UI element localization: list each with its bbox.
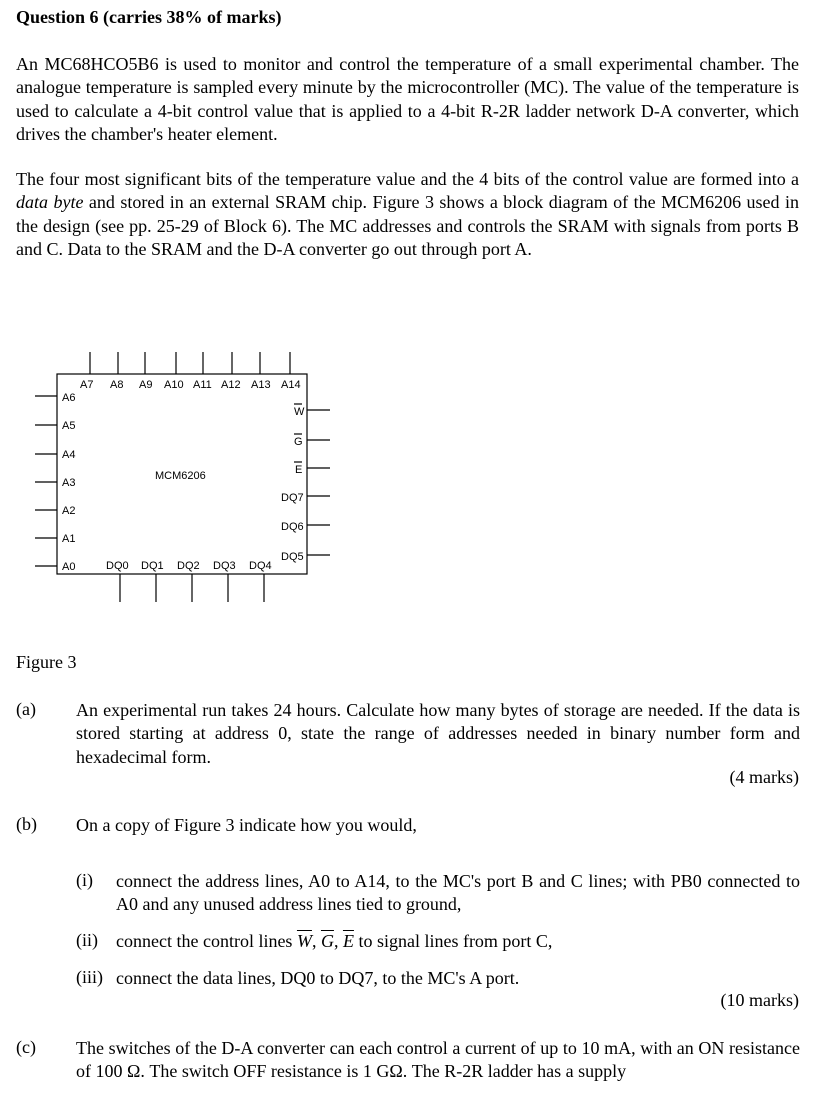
part-a-label: (a): [16, 699, 36, 719]
part-b-ii-text: [116, 930, 552, 953]
pin-label-DQ3: DQ3: [213, 560, 236, 572]
part-c-label: (c): [16, 1037, 36, 1057]
pin-label-DQ2: DQ2: [177, 560, 200, 572]
part-b-iii-label: (iii): [76, 967, 103, 987]
part-b-i-label: (i): [76, 870, 93, 890]
pin-label-A2: A2: [62, 505, 76, 517]
separator: ,: [311, 931, 321, 951]
pin-label-A11: A11: [193, 379, 212, 391]
pin-label-A8: A8: [110, 379, 124, 391]
pin-label-W: W: [294, 406, 305, 418]
part-a-text: An experimental run takes 24 hours. Calculate how many bytes of storage are needed. If the data is stored starting at address 0, state the range of addresses needed in binary number form and hexadecimal form.: [76, 700, 800, 767]
pin-label-DQ7: DQ7: [281, 492, 304, 504]
pin-label-A0: A0: [62, 561, 76, 573]
pin-label-DQ6: DQ6: [281, 521, 304, 533]
data-byte-emphasis: data byte: [16, 192, 84, 213]
pin-label-A1: A1: [62, 533, 76, 545]
figure-caption: Figure 3: [16, 652, 77, 672]
question-heading: Question 6 (carries 38% of marks): [16, 7, 282, 27]
pin-label-A6: A6: [62, 392, 76, 404]
pin-label-A12: A12: [221, 379, 241, 391]
part-b-i-text: connect the address lines, A0 to A14, to the MC's port B and C lines; with PB0 connected to A0 and any unused address lines tied to ground,: [116, 871, 800, 915]
part-b-ii-label: (ii): [76, 930, 98, 950]
pin-label-A4: A4: [62, 449, 76, 461]
pin-label-A13: A13: [251, 379, 271, 391]
part-b-marks: (10 marks): [720, 990, 799, 1010]
design-paragraph-text: The four most significant bits of the temperature value and the 4 bits of the control value are formed into a: [16, 169, 799, 189]
control-line-g: $\overline{G}$: [320, 931, 334, 951]
part-a-marks: (4 marks): [729, 767, 799, 787]
pin-label-A9: A9: [139, 379, 153, 391]
control-line-w: $\overline{W}$: [296, 931, 312, 951]
pin-label-A14: A14: [281, 379, 301, 391]
separator: ,: [333, 931, 343, 951]
chip-name: MCM6206: [155, 470, 206, 482]
part-b-text: On a copy of Figure 3 indicate how you would,: [76, 815, 417, 835]
part-c-text: The switches of the D-A converter can each control a current of up to 10 mA, with an ON resistance of 100 Ω. The switch OFF resistance is 1 GΩ. The R-2R ladder has a supply: [76, 1038, 800, 1082]
pin-label-DQ4: DQ4: [249, 560, 272, 572]
part-b-ii-text-start: connect the control lines: [116, 931, 297, 951]
control-line-e: $\overline{E}$: [342, 931, 354, 951]
design-paragraph-text-2: and stored in an external SRAM chip. Figure 3 shows a block diagram of the MCM6206 used in the design (see pp. 25-29 of Block 6). The MC addresses and controls the SRAM with signals from ports B and C. Data to the SRAM and the D-A converter go out through port A.: [16, 192, 799, 259]
pin-label-DQ5: DQ5: [281, 551, 304, 563]
sram-block-diagram: [0, 340, 340, 610]
pin-label-E: E: [295, 464, 303, 476]
pin-label-A3: A3: [62, 477, 76, 489]
design-paragraph: [16, 168, 799, 261]
pin-label-G: G: [294, 436, 303, 448]
intro-paragraph: An MC68HCO5B6 is used to monitor and control the temperature of a small experimental chamber. The analogue temperature is sampled every minute by the microcontroller (MC). The value of the temperature is used to calculate a 4-bit control value that is applied to a 4-bit R-2R ladder network D-A converter, which drives the chamber's heater element.: [16, 54, 799, 144]
pin-label-A10: A10: [164, 379, 184, 391]
part-b-iii-text: connect the data lines, DQ0 to DQ7, to the MC's A port.: [116, 968, 520, 988]
part-b-label: (b): [16, 814, 37, 834]
pin-label-A7: A7: [80, 379, 94, 391]
pin-label-DQ0: DQ0: [106, 560, 129, 572]
part-b-ii-text-end: to signal lines from port C,: [353, 931, 553, 951]
pin-label-A5: A5: [62, 420, 76, 432]
pin-label-DQ1: DQ1: [141, 560, 164, 572]
